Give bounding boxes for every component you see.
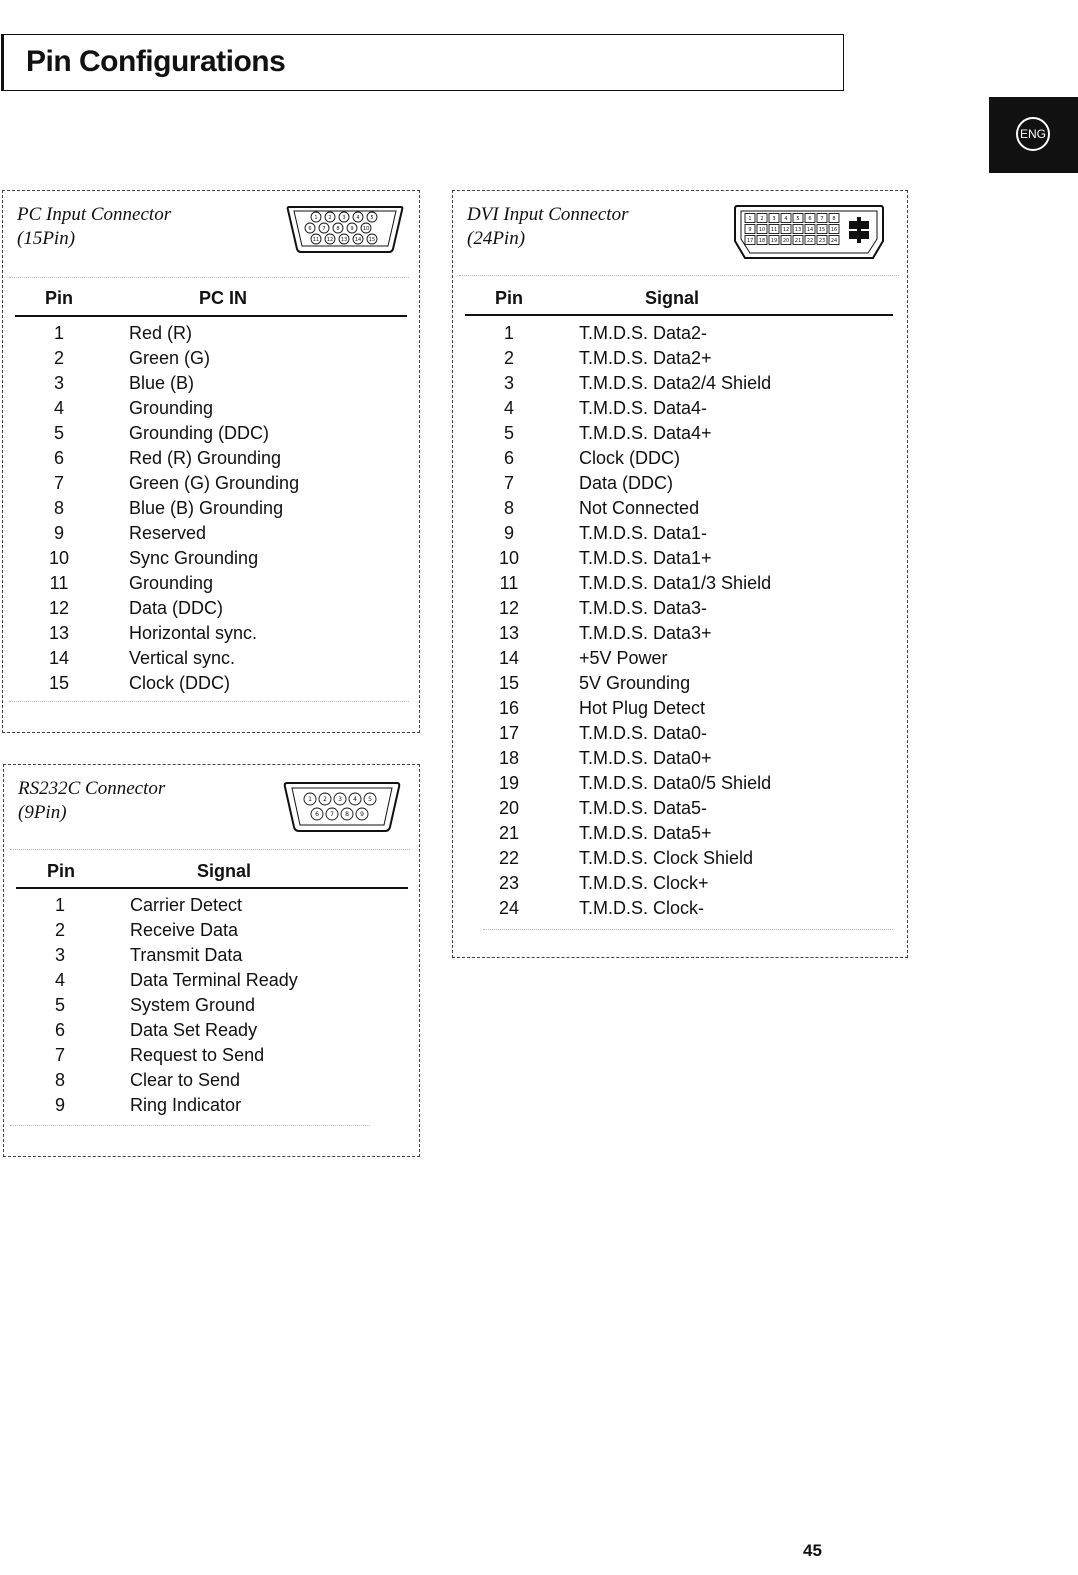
table-row [489, 521, 889, 546]
connector-pin-label: 12 [326, 236, 334, 243]
connector-pin-label: 5 [370, 214, 374, 221]
pin-signal: Vertical sync. [129, 648, 236, 668]
pin-number: 1 [503, 323, 514, 343]
pin-signal: Data (DDC) [129, 598, 224, 618]
rs232-panel-title-line2: (9Pin) [18, 802, 67, 823]
table-row [489, 571, 889, 596]
connector-pin-label: 3 [338, 795, 342, 803]
pin-signal: Receive Data [130, 920, 239, 940]
connector-pin-label: 7 [322, 225, 326, 232]
pin-signal: T.M.D.S. Data1- [579, 523, 708, 543]
connector-pin-label: 24 [830, 237, 838, 244]
pin-number: 2 [503, 348, 514, 368]
rs232-speckle-line [10, 849, 410, 850]
pc-header-pin: Pin [45, 288, 74, 308]
dvi-panel-title-line2: (24Pin) [467, 228, 526, 249]
connector-pin-label: 4 [784, 215, 788, 222]
pin-signal: Blue (B) [129, 373, 195, 393]
table-row [489, 546, 889, 571]
pin-signal: Green (G) [129, 348, 211, 368]
pin-signal: Ring Indicator [130, 1095, 242, 1115]
table-row [489, 321, 889, 346]
connector-pin-label: 16 [830, 226, 838, 233]
pin-number: 5 [503, 423, 514, 443]
rs232-header-rule [16, 887, 408, 889]
pin-signal: T.M.D.S. Data4- [579, 398, 708, 418]
rs232-panel-title-line1: RS232C Connector [18, 778, 166, 799]
dvi-header-pin: Pin [495, 288, 524, 308]
page-title-box [1, 34, 844, 91]
table-row [489, 596, 889, 621]
connector-pin-label: 11 [312, 236, 320, 243]
pin-number: 13 [48, 623, 70, 643]
pin-number: 14 [498, 648, 520, 668]
pin-signal: T.M.D.S. Data3- [579, 598, 708, 618]
connector-pin-label: 4 [356, 214, 360, 221]
page-number: 45 [803, 1541, 822, 1560]
connector-pin-label: 10 [362, 225, 370, 232]
pin-signal: Grounding [129, 398, 214, 418]
connector-pin-label: 17 [746, 237, 754, 244]
pin-number: 3 [54, 945, 65, 965]
vga-connector-icon [286, 204, 404, 254]
pin-signal: T.M.D.S. Data0+ [579, 748, 712, 768]
pin-signal: Transmit Data [130, 945, 243, 965]
table-row [39, 671, 399, 696]
pin-number: 10 [48, 548, 70, 568]
table-row [39, 346, 399, 371]
pin-number: 18 [498, 748, 520, 768]
table-row [489, 871, 889, 896]
pin-signal: 5V Grounding [579, 673, 691, 693]
table-row [39, 446, 399, 471]
pin-signal: Green (G) Grounding [129, 473, 300, 493]
table-row [40, 943, 400, 968]
connector-pin-label: 11 [770, 226, 778, 233]
connector-pin-label: 8 [345, 810, 349, 818]
connector-pin-label: 6 [315, 810, 319, 818]
pin-number: 7 [54, 1045, 65, 1065]
pin-number: 1 [54, 895, 65, 915]
pin-signal: Blue (B) Grounding [129, 498, 284, 518]
dvi-connector-icon [733, 203, 885, 261]
pin-number: 8 [503, 498, 514, 518]
connector-pin-label: 8 [336, 225, 340, 232]
table-row [40, 1018, 400, 1043]
table-row [489, 346, 889, 371]
pin-number: 4 [54, 970, 65, 990]
table-row [489, 721, 889, 746]
table-row [40, 918, 400, 943]
pin-number: 19 [498, 773, 520, 793]
pin-signal: Not Connected [579, 498, 700, 518]
pc-speckle-bottom [9, 701, 409, 702]
table-row [489, 421, 889, 446]
pin-signal: Sync Grounding [129, 548, 259, 568]
dvi-panel-title [467, 203, 628, 251]
pin-number: 4 [53, 398, 64, 418]
pin-signal: Data Set Ready [130, 1020, 258, 1040]
pin-number: 9 [54, 1095, 65, 1115]
table-row [39, 471, 399, 496]
pin-number: 7 [503, 473, 514, 493]
table-row [489, 896, 889, 921]
rs232-header-pin: Pin [47, 861, 76, 881]
table-row [489, 671, 889, 696]
pin-number: 2 [54, 920, 65, 940]
table-row [489, 446, 889, 471]
language-badge: ENG [1016, 117, 1050, 151]
pin-number: 14 [48, 648, 70, 668]
page-title: Pin Configurations [26, 45, 286, 78]
pin-number: 11 [499, 573, 519, 593]
pc-panel-title-line2: (15Pin) [17, 228, 76, 249]
connector-pin-label: 20 [782, 237, 790, 244]
table-row [489, 496, 889, 521]
connector-pin-label: 3 [342, 214, 346, 221]
connector-pin-label: 22 [806, 237, 814, 244]
pin-number: 9 [503, 523, 514, 543]
connector-pin-label: 14 [806, 226, 814, 233]
pin-signal: Hot Plug Detect [579, 698, 706, 718]
pin-number: 6 [503, 448, 514, 468]
connector-pin-label: 10 [758, 226, 766, 233]
table-row [489, 471, 889, 496]
pin-signal: T.M.D.S. Data5- [579, 798, 708, 818]
table-row [39, 496, 399, 521]
table-row [40, 1068, 400, 1093]
pin-signal: Carrier Detect [130, 895, 243, 915]
table-row [39, 596, 399, 621]
pc-header-signal: PC IN [199, 288, 248, 308]
pin-signal: T.M.D.S. Clock+ [579, 873, 709, 893]
pin-signal: T.M.D.S. Data4+ [579, 423, 712, 443]
dvi-header-rule [465, 314, 893, 316]
connector-pin-label: 4 [353, 795, 357, 803]
table-row [39, 546, 399, 571]
pin-signal: Reserved [129, 523, 207, 543]
pc-input-panel [2, 190, 420, 733]
pin-number: 1 [53, 323, 64, 343]
connector-pin-label: 2 [328, 214, 332, 221]
pin-number: 8 [53, 498, 64, 518]
table-row [39, 421, 399, 446]
pc-pin-table [39, 321, 399, 696]
pin-signal: Red (R) Grounding [129, 448, 282, 468]
connector-pin-label: 13 [794, 226, 802, 233]
connector-pin-label: 2 [323, 795, 327, 803]
table-row [39, 646, 399, 671]
connector-pin-label: 13 [340, 236, 348, 243]
table-row [489, 646, 889, 671]
pin-signal: T.M.D.S. Data2/4 Shield [579, 373, 772, 393]
pc-header-rule [15, 315, 407, 317]
connector-pin-label: 1 [308, 795, 312, 803]
table-row [489, 771, 889, 796]
rs232-header-signal: Signal [197, 861, 252, 881]
pin-signal: Clock (DDC) [579, 448, 680, 468]
pin-number: 5 [54, 995, 65, 1015]
pin-signal: Grounding (DDC) [129, 423, 270, 443]
connector-pin-label: 1 [314, 214, 318, 221]
connector-pin-label: 18 [758, 237, 766, 244]
dvi-pin-table [489, 321, 889, 921]
pin-number: 17 [498, 723, 520, 743]
rs232-pin-table [40, 893, 400, 1118]
table-row [40, 1093, 400, 1118]
pin-number: 24 [498, 898, 520, 918]
dvi-speckle-line [459, 275, 899, 276]
pin-number: 16 [498, 698, 520, 718]
connector-pin-label: 1 [748, 215, 752, 222]
pin-signal: T.M.D.S. Data0- [579, 723, 708, 743]
pin-signal: T.M.D.S. Data2- [579, 323, 708, 343]
connector-pin-label: 2 [760, 215, 764, 222]
pin-number: 3 [53, 373, 64, 393]
connector-pin-label: 8 [832, 215, 836, 222]
table-row [489, 621, 889, 646]
connector-pin-label: 7 [330, 810, 334, 818]
connector-pin-label: 15 [368, 236, 376, 243]
connector-pin-label: 9 [350, 225, 354, 232]
connector-pin-label: 12 [782, 226, 790, 233]
pin-number: 2 [53, 348, 64, 368]
table-row [39, 621, 399, 646]
connector-pin-label: 9 [360, 810, 364, 818]
pc-speckle-line [9, 277, 409, 278]
pin-signal: T.M.D.S. Data2+ [579, 348, 712, 368]
pin-signal: Request to Send [130, 1045, 265, 1065]
pin-signal: Horizontal sync. [129, 623, 258, 643]
pin-number: 22 [498, 848, 520, 868]
pin-signal: T.M.D.S. Clock Shield [579, 848, 754, 868]
table-row [40, 968, 400, 993]
table-row [40, 1043, 400, 1068]
dvi-header-signal: Signal [645, 288, 700, 308]
table-row [489, 746, 889, 771]
pin-number: 11 [49, 573, 69, 593]
pin-signal: Clock (DDC) [129, 673, 230, 693]
pin-number: 13 [498, 623, 520, 643]
table-row [39, 371, 399, 396]
pin-signal: Data (DDC) [579, 473, 674, 493]
table-row [39, 396, 399, 421]
rs232-panel [3, 764, 420, 1157]
connector-pin-label: 14 [354, 236, 362, 243]
connector-pin-label: 6 [308, 225, 312, 232]
pin-signal: T.M.D.S. Data3+ [579, 623, 712, 643]
pin-number: 12 [48, 598, 70, 618]
table-row [39, 321, 399, 346]
db9-connector-icon [283, 779, 401, 835]
connector-pin-label: 19 [770, 237, 778, 244]
table-row [40, 993, 400, 1018]
pin-signal: Red (R) [129, 323, 193, 343]
rs232-panel-title [18, 777, 165, 825]
dvi-input-panel [452, 190, 908, 958]
pin-number: 9 [53, 523, 64, 543]
pin-signal: Data Terminal Ready [130, 970, 298, 990]
pin-number: 21 [498, 823, 520, 843]
pin-signal: +5V Power [579, 648, 668, 668]
pin-signal: T.M.D.S. Data1+ [579, 548, 712, 568]
table-row [489, 696, 889, 721]
dvi-speckle-bottom [483, 929, 893, 930]
pin-signal: T.M.D.S. Clock- [579, 898, 705, 918]
pin-number: 6 [54, 1020, 65, 1040]
connector-pin-label: 21 [794, 237, 802, 244]
connector-pin-label: 3 [772, 215, 776, 222]
language-tab [989, 97, 1078, 173]
pin-number: 15 [498, 673, 520, 693]
table-row [489, 821, 889, 846]
connector-pin-label: 23 [818, 237, 826, 244]
dvi-panel-title-line1: DVI Input Connector [467, 204, 629, 225]
pin-number: 20 [498, 798, 520, 818]
pin-signal: T.M.D.S. Data5+ [579, 823, 712, 843]
pin-number: 4 [503, 398, 514, 418]
connector-pin-label: 9 [748, 226, 752, 233]
connector-pin-label: 15 [818, 226, 826, 233]
pin-number: 10 [498, 548, 520, 568]
pin-signal: Clear to Send [130, 1070, 241, 1090]
pin-number: 8 [54, 1070, 65, 1090]
table-row [39, 521, 399, 546]
table-row [39, 571, 399, 596]
pin-signal: T.M.D.S. Data1/3 Shield [579, 573, 772, 593]
pc-panel-title [17, 203, 171, 251]
pc-panel-title-line1: PC Input Connector [17, 204, 172, 225]
connector-pin-label: 7 [820, 215, 824, 222]
connector-pin-label: 6 [808, 215, 812, 222]
table-row [489, 371, 889, 396]
pin-number: 15 [48, 673, 70, 693]
table-row [489, 396, 889, 421]
pin-signal: T.M.D.S. Data0/5 Shield [579, 773, 772, 793]
pin-number: 7 [53, 473, 64, 493]
connector-pin-label: 5 [796, 215, 800, 222]
pin-signal: Grounding [129, 573, 214, 593]
pin-number: 12 [498, 598, 520, 618]
table-row [489, 796, 889, 821]
pin-number: 3 [503, 373, 514, 393]
rs232-speckle-bottom [10, 1125, 370, 1126]
connector-pin-label: 5 [368, 795, 372, 803]
table-row [40, 893, 400, 918]
pin-number: 6 [53, 448, 64, 468]
table-row [489, 846, 889, 871]
pin-signal: System Ground [130, 995, 256, 1015]
pin-number: 5 [53, 423, 64, 443]
pin-number: 23 [498, 873, 520, 893]
